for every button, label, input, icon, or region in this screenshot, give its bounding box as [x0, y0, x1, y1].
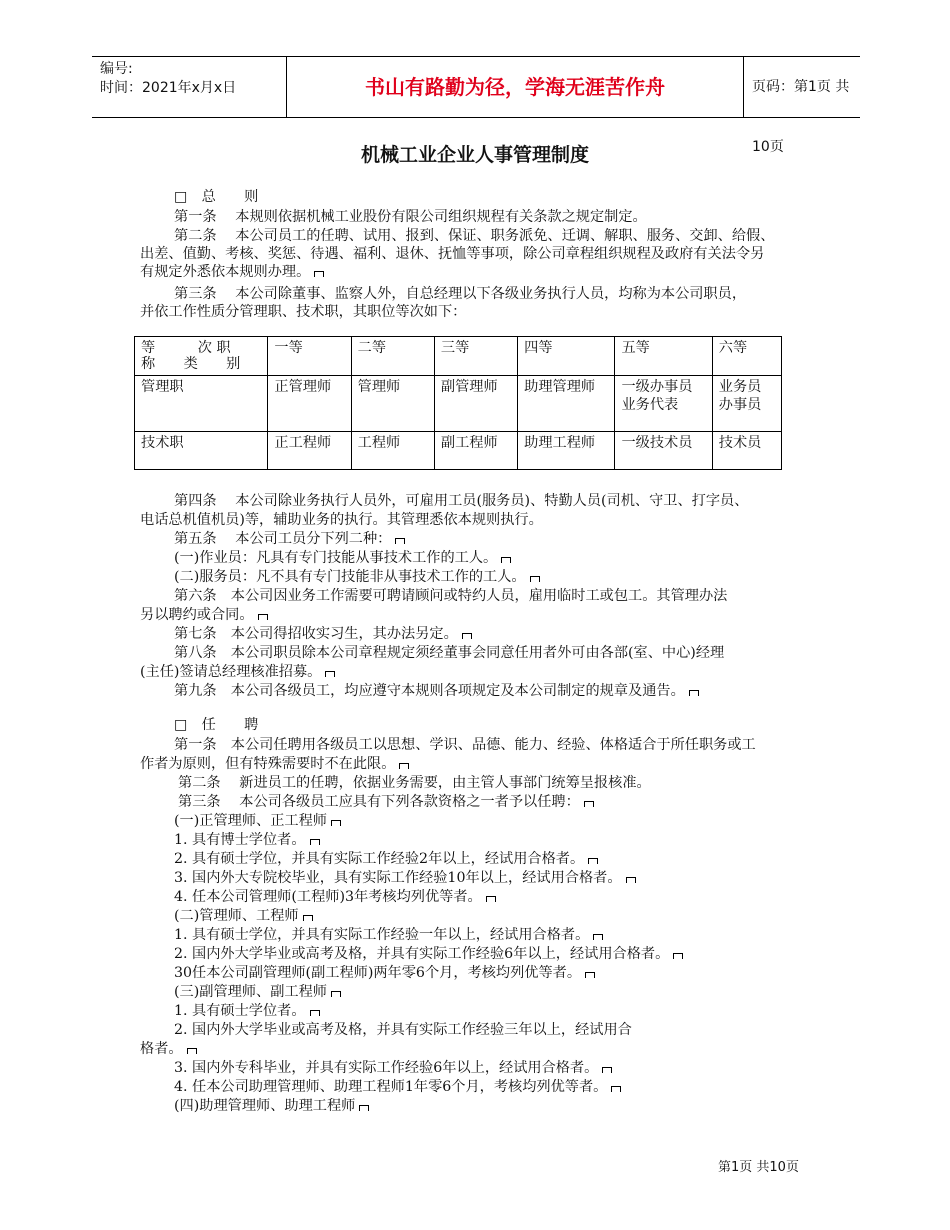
paragraph-mark-icon [258, 614, 268, 620]
table-header-cell: 二等 [351, 337, 434, 376]
paragraph-mark-icon [530, 576, 540, 582]
paragraph-line: 第五条 本公司工员分下列二种： [174, 530, 405, 548]
paragraph-mark-icon [584, 801, 594, 807]
paragraph-line: (二)管理师、工程师 [174, 907, 313, 925]
paragraph-line: 并依工作性质分管理职、技术职，其职位等次如下： [140, 304, 467, 320]
paragraph-line: 第六条 本公司因业务工作需要可聘请顾问或特约人员，雇用临时工或包工。其管理办法 [174, 588, 728, 604]
paragraph-mark-icon [187, 1048, 197, 1054]
paragraph-mark-icon [359, 1105, 369, 1111]
table-cell: 一级办事员 业务代表 [615, 376, 712, 432]
paragraph-mark-icon [486, 896, 496, 902]
table-cell: 助理工程师 [518, 432, 615, 470]
paragraph-mark-icon [399, 763, 409, 769]
table-cell: 一级技术员 [615, 432, 712, 470]
paragraph-line: (三)副管理师、副工程师 [174, 983, 341, 1001]
section-heading-general: □ 总 则 [174, 189, 259, 205]
list-item: 4. 任本公司助理管理师、助理工程师1年零6个月，考核均列优等者。 [174, 1078, 621, 1096]
paragraph-line: 第四条 本公司除业务执行人员外，可雇用工员(服务员)、特勤人员(司机、守卫、打字员、 [174, 493, 749, 509]
paragraph-mark-icon [611, 1086, 621, 1092]
table-row [135, 432, 782, 470]
paragraph-mark-icon [689, 690, 699, 696]
list-item: 4. 任本公司管理师(工程师)3年考核均列优等者。 [174, 888, 496, 906]
paragraph-line: 第二条 新进员工的任聘，依据业务需要，由主管人事部门统筹呈报核准。 [178, 775, 651, 791]
page-footer: 第1页 共10页 [718, 1160, 799, 1175]
table-row [135, 376, 782, 432]
document-title: 机械工业企业人事管理制度 [360, 144, 589, 166]
position-grade-table [134, 336, 782, 470]
table-header-cell: 六等 [712, 337, 781, 376]
paragraph-mark-icon [331, 991, 341, 997]
paragraph-line: 第三条 本公司各级员工应具有下列各款资格之一者予以任聘： [178, 793, 594, 811]
list-item: 3. 国内外专科毕业，并具有实际工作经验6年以上，经试用合格者。 [174, 1059, 612, 1077]
header-motto: 书山有路勤为径，学海无涯苦作舟 [286, 57, 744, 117]
paragraph-mark-icon [585, 972, 595, 978]
paragraph-mark-icon [331, 820, 341, 826]
paragraph-mark-icon [462, 633, 472, 639]
paragraph-line: 第一条 本公司任聘用各级员工以思想、学识、品德、能力、经验、体格适合于所任职务或工 [174, 737, 756, 753]
paragraph-line: (四)助理管理师、助理工程师 [174, 1097, 369, 1115]
section-heading-hiring: □ 任 聘 [174, 717, 259, 733]
paragraph-line: 电话总机值机员)等，辅助业务的执行。其管理悉依本规则执行。 [140, 512, 543, 528]
paragraph-mark-icon [303, 915, 313, 921]
table-cell: 副工程师 [434, 432, 517, 470]
paragraph-line: 作者为原则，但有特殊需要时不在此限。 [140, 755, 409, 773]
paragraph-line: 第一条 本规则依据机械工业股份有限公司组织规程有关条款之规定制定。 [174, 209, 647, 225]
table-cell: 业务员 办事员 [712, 376, 781, 432]
table-cell: 管理师 [351, 376, 434, 432]
table-cell: 副管理师 [434, 376, 517, 432]
table-header-cell: 四等 [518, 337, 615, 376]
table-cell: 工程师 [351, 432, 434, 470]
time-label: 时间：2021年x月x日 [100, 80, 237, 96]
paragraph-line: (主任)签请总经理核准招募。 [140, 663, 335, 681]
table-corner-cell: 等 次 职 称 类 别 [135, 337, 268, 376]
list-item: 30任本公司副管理师(副工程师)两年零6个月，考核均列优等者。 [174, 964, 595, 982]
paragraph-line: (一)正管理师、正工程师 [174, 812, 341, 830]
number-label: 编号: [100, 61, 133, 77]
table-header-cell: 一等 [268, 337, 351, 376]
list-item: 2. 具有硕士学位，并具有实际工作经验2年以上，经试用合格者。 [174, 850, 598, 868]
list-item: 2. 国内外大学毕业或高考及格，并具有实际工作经验三年以上，经试用合 [174, 1022, 632, 1038]
paragraph-mark-icon [602, 1067, 612, 1073]
paragraph-line: (二)服务员：凡不具有专门技能非从事技术工作的工人。 [174, 568, 540, 586]
paragraph-line: 有规定外悉依本规则办理。 [140, 263, 324, 281]
table-header-cell: 三等 [434, 337, 517, 376]
paragraph-mark-icon [325, 671, 335, 677]
table-header-row [135, 337, 782, 376]
table-cell: 正工程师 [268, 432, 351, 470]
paragraph-mark-icon [593, 934, 603, 940]
paragraph-mark-icon [501, 557, 511, 563]
paragraph-mark-icon [588, 858, 598, 864]
paragraph-line: 第九条 本公司各级员工，均应遵守本规则各项规定及本公司制定的规章及通告。 [174, 682, 699, 700]
list-item: 3. 国内外大专院校毕业，具有实际工作经验10年以上，经试用合格者。 [174, 869, 636, 887]
table-cell: 助理管理师 [518, 376, 615, 432]
list-item: 格者。 [140, 1040, 197, 1058]
paragraph-mark-icon [673, 953, 683, 959]
header-page-number: 页码：第1页 共10页 [752, 79, 850, 155]
paragraph-line: 第三条 本公司除董事、监察人外，自总经理以下各级业务执行人员，均称为本公司职员， [174, 286, 747, 302]
paragraph-line: 另以聘约或合同。 [140, 606, 268, 624]
list-item: 1. 具有硕士学位，并具有实际工作经验一年以上，经试用合格者。 [174, 926, 603, 944]
list-item: 1. 具有硕士学位者。 [174, 1002, 320, 1020]
paragraph-mark-icon [395, 538, 405, 544]
paragraph-line: 第八条 本公司职员除本公司章程规定须经董事会同意任用者外可由各部(室、中心)经理 [174, 645, 725, 661]
paragraph-mark-icon [626, 877, 636, 883]
table-cell: 正管理师 [268, 376, 351, 432]
paragraph-line: 第七条 本公司得招收实习生，其办法另定。 [174, 625, 472, 643]
paragraph-mark-icon [310, 1010, 320, 1016]
list-item: 2. 国内外大学毕业或高考及格，并具有实际工作经验6年以上，经试用合格者。 [174, 945, 683, 963]
list-item: 1. 具有博士学位者。 [174, 831, 320, 849]
paragraph-mark-icon [310, 839, 320, 845]
paragraph-line: 第二条 本公司员工的任聘、试用、报到、保证、职务派免、迁调、解职、服务、交卸、给假、 [174, 228, 775, 244]
table-cell: 技术员 [712, 432, 781, 470]
paragraph-line: 出差、值勤、考核、奖惩、待遇、福利、退休、抚恤等事项，除公司章程组织规程及政府有关法令另 [140, 246, 765, 262]
paragraph-line: (一)作业员：凡具有专门技能从事技术工作的工人。 [174, 549, 511, 567]
paragraph-mark-icon [314, 271, 324, 277]
header-meta [92, 57, 286, 117]
table-header-cell: 五等 [615, 337, 712, 376]
table-cell: 管理职 [135, 376, 268, 432]
table-cell: 技术职 [135, 432, 268, 470]
